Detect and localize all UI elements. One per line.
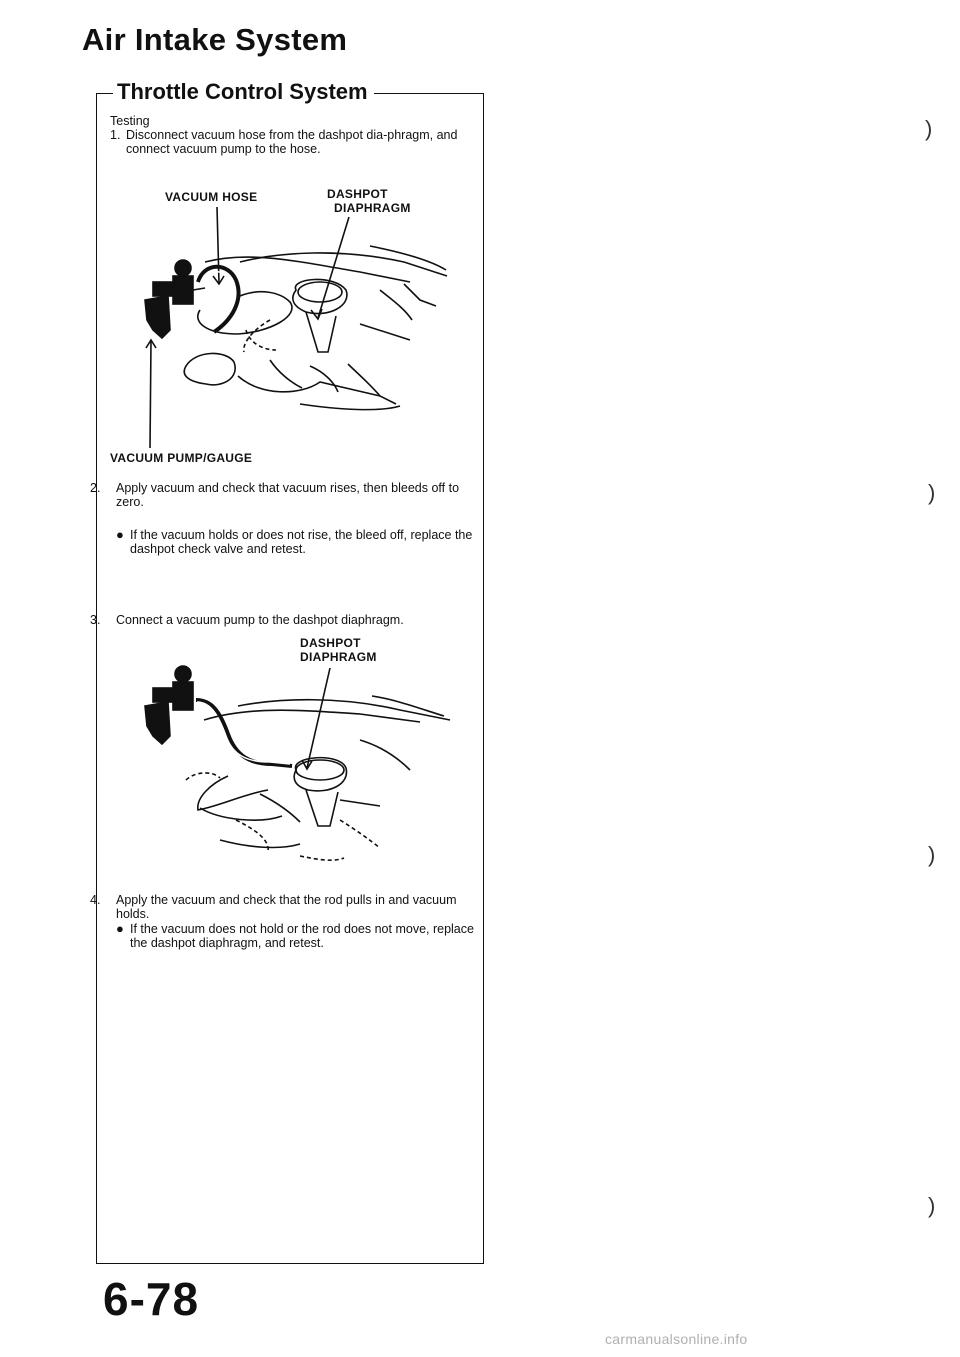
margin-mark: ) bbox=[928, 480, 936, 505]
step-2-bullet-text: If the vacuum holds or does not rise, the bleed off, replace the dashpot check valve and retest. bbox=[130, 528, 473, 556]
margin-mark: ) bbox=[925, 116, 933, 141]
step-4-text: Apply the vacuum and check that the rod pulls in and vacuum holds. bbox=[116, 893, 457, 921]
testing-heading: Testing bbox=[110, 114, 150, 128]
figure1-label-vacuum-hose: VACUUM HOSE bbox=[165, 190, 258, 204]
figure2-label-diaphragm: DIAPHRAGM bbox=[300, 650, 377, 664]
section-title: Throttle Control System bbox=[113, 79, 374, 105]
page-number: 6-78 bbox=[103, 1273, 200, 1325]
step-1-text: Disconnect vacuum hose from the dashpot dia-phragm, and connect vacuum pump to the hose. bbox=[126, 128, 458, 156]
step-2-bullet-dot: ● bbox=[116, 527, 124, 542]
step-4-number: 4. bbox=[90, 893, 101, 907]
page-title: Air Intake System bbox=[82, 22, 348, 57]
figure1-label-pump-gauge: VACUUM PUMP/GAUGE bbox=[110, 451, 253, 465]
step-3-number: 3. bbox=[90, 613, 101, 627]
figure1-label-dashpot: DASHPOT bbox=[327, 187, 388, 201]
footer-watermark[interactable]: carmanualsonline.info bbox=[605, 1331, 748, 1347]
figure2-label-dashpot: DASHPOT bbox=[300, 636, 361, 650]
step-2-number: 2. bbox=[90, 481, 101, 495]
step-2-text: Apply vacuum and check that vacuum rises, then bleeds off to zero. bbox=[116, 481, 460, 509]
figure1-label-diaphragm: DIAPHRAGM bbox=[334, 201, 411, 215]
step-1-number: 1. bbox=[110, 128, 121, 142]
margin-mark: ) bbox=[928, 1193, 936, 1218]
step-3-text: Connect a vacuum pump to the dashpot diaphragm. bbox=[116, 613, 404, 627]
step-4-bullet-dot: ● bbox=[116, 921, 124, 936]
margin-mark: ) bbox=[928, 842, 936, 867]
step-4-bullet-text: If the vacuum does not hold or the rod does not move, replace the dashpot diaphragm, and retest. bbox=[130, 922, 474, 950]
